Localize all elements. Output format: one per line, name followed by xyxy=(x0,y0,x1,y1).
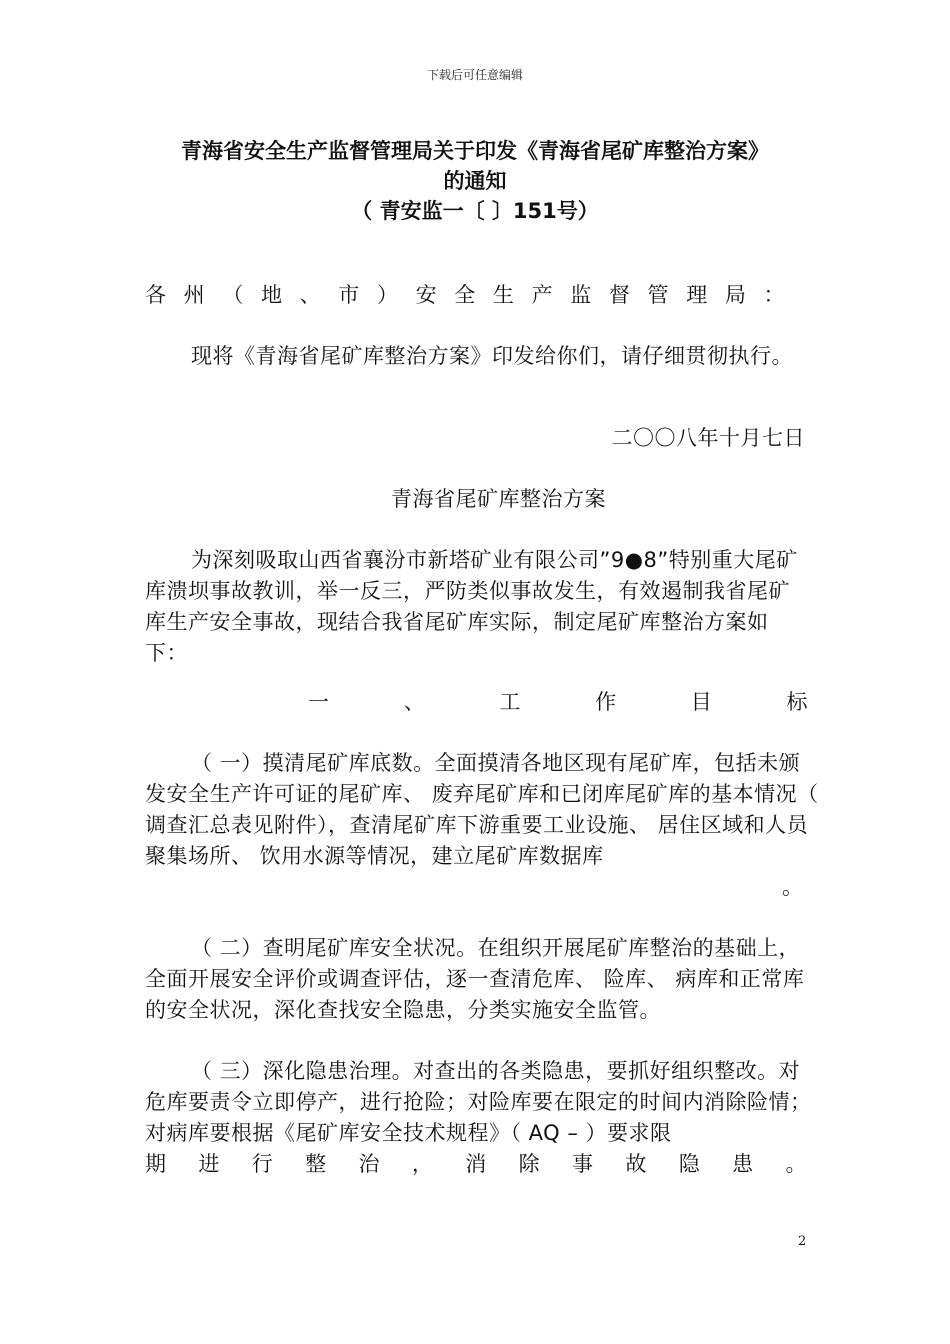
addressee-char: （ xyxy=(222,283,244,307)
item-3-paragraph: （ 三）深化隐患治理。对查出的各类隐患，要抓好组织整改。对危库要责令立即停产，进行抢险；对险库要在限定的时间内消除险情；对病库要根据《尾矿库安全技术规程》（ AQ – ）要求限 xyxy=(145,1059,812,1145)
item-3-char: 进 xyxy=(198,1152,220,1176)
document-number: （ 青安监一〔 〕151号） xyxy=(351,199,599,223)
section-heading-char: 标 xyxy=(786,690,808,714)
section-heading-char: 一 xyxy=(308,690,330,714)
addressee-char: 全 xyxy=(454,283,476,307)
addressee-char: 地 xyxy=(260,283,283,307)
plan-title: 青海省尾矿库整治方案 xyxy=(391,487,606,511)
intro-paragraph: 现将《青海省尾矿库整治方案》印发给你们，请仔细贯彻执行。 xyxy=(191,344,793,368)
item-3-char: 除 xyxy=(518,1152,541,1176)
addressee-char: ： xyxy=(763,283,785,307)
item-3-char: 行 xyxy=(251,1152,274,1176)
item-3-char: 患 xyxy=(732,1152,754,1176)
section-heading-char: 工 xyxy=(499,690,521,714)
item-3-char: 事 xyxy=(572,1152,594,1176)
addressee-char: ） xyxy=(376,283,399,307)
item-3-char: 消 xyxy=(465,1152,487,1176)
item-3-char: 隐 xyxy=(678,1152,701,1176)
addressee-char: 局 xyxy=(724,283,747,307)
preface-paragraph: 为深刻吸取山西省襄汾市新塔矿业有限公司”9●8”特别重大尾矿库溃坝事故教训，举一反三，严防类似事故发生，有效遏制我省尾矿库生产安全事故，现结合我省尾矿库实际，制定尾矿库整治方案如下： xyxy=(145,548,798,665)
section-heading-char: 作 xyxy=(595,690,617,714)
item-1-paragraph: （ 一）摸清尾矿库底数。全面摸清各地区现有尾矿库，包括未颁发安全生产许可证的尾矿库、 废弃尾矿库和已闭库尾矿库的基本情况（ 调查汇总表见附件），查清尾矿库下游重要工业设施、 居住区域和人员聚集场所、 饮用水源等情况，建立尾矿库数据库 xyxy=(145,751,819,868)
section-heading-char: 目 xyxy=(690,690,713,714)
addressee-char: 安 xyxy=(415,283,438,307)
page-number: 2 xyxy=(798,1234,807,1249)
item-3-char: 整 xyxy=(305,1152,327,1176)
addressee-char: 州 xyxy=(183,283,206,307)
item-3-char: 故 xyxy=(625,1152,647,1176)
addressee-char: 、 xyxy=(299,283,322,307)
addressee-char: 监 xyxy=(570,283,592,307)
header-note: 下载后可任意编辑 xyxy=(426,68,523,82)
addressee-char: 理 xyxy=(686,283,708,307)
item-1-end-mark: 。 xyxy=(782,875,804,899)
issue-date: 二〇〇八年十月七日 xyxy=(611,426,805,450)
addressee-char: 各 xyxy=(145,283,167,307)
addressee-char: 市 xyxy=(338,283,360,307)
document-title: 青海省安全生产监督管理局关于印发《青海省尾矿库整治方案》 xyxy=(181,139,769,163)
item-2-paragraph: （ 二）查明尾矿库安全状况。在组织开展尾矿库整治的基础上，全面开展安全评价或调查评估，逐一查清危库、 险库、 病库和正常库的安全状况，深化查找安全隐患，分类实施安全监管。 xyxy=(145,936,805,1022)
section-heading xyxy=(308,687,808,718)
section-heading-char: 、 xyxy=(403,690,426,714)
item-3-char: ， xyxy=(411,1152,434,1176)
item-3-char: 。 xyxy=(785,1152,807,1176)
addressee xyxy=(145,280,785,311)
addressee-char: 督 xyxy=(608,283,631,307)
item-3-last-line xyxy=(145,1149,807,1180)
addressee-char: 管 xyxy=(647,283,670,307)
addressee-char: 生 xyxy=(492,283,515,307)
addressee-char: 产 xyxy=(531,283,554,307)
document-title-line2: 的通知 xyxy=(443,169,507,193)
item-3-char: 治 xyxy=(358,1152,380,1176)
item-3-char: 期 xyxy=(145,1152,167,1176)
